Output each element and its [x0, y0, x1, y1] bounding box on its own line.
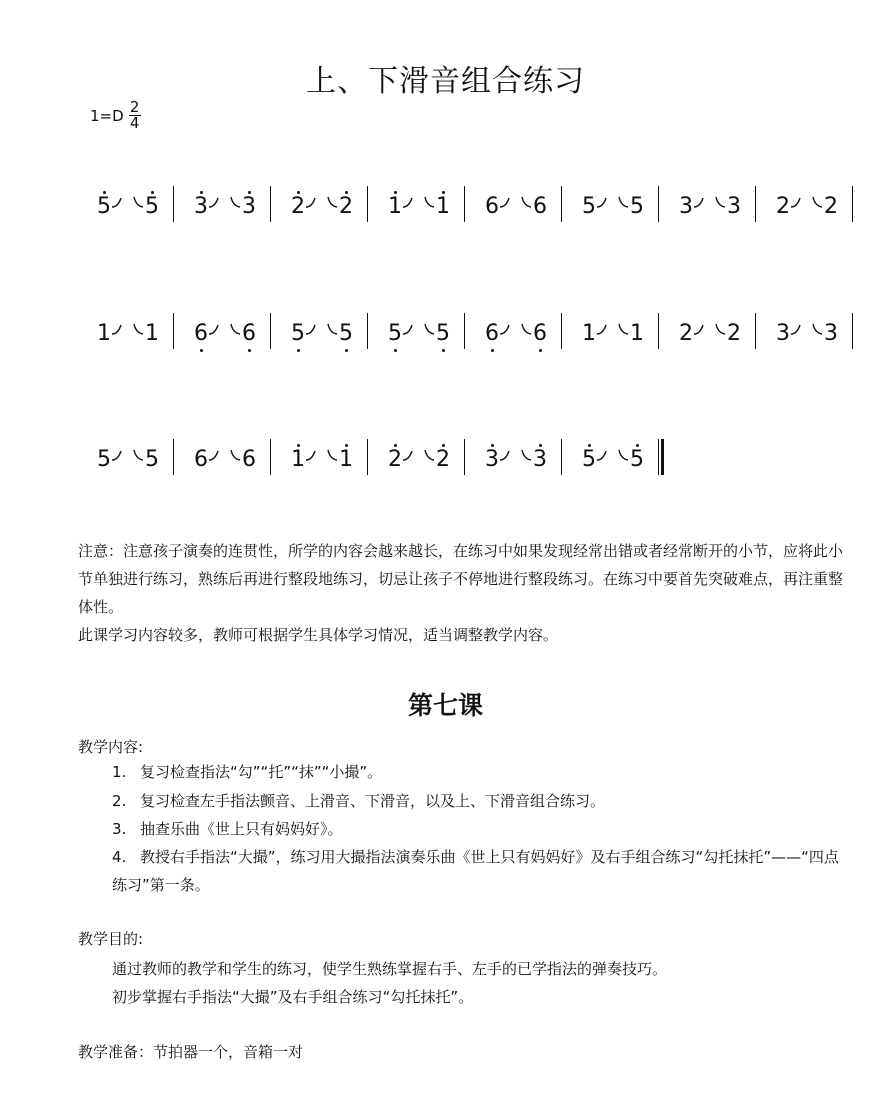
- up-glide-mark: [499, 321, 511, 335]
- down-glide-mark: [423, 194, 435, 208]
- jianpu-note: 1: [291, 447, 305, 472]
- barline: [464, 313, 465, 349]
- up-glide-mark: [596, 194, 608, 208]
- barline: [367, 313, 368, 349]
- down-glide-mark: [617, 447, 629, 461]
- time-signature-top: 2: [129, 98, 140, 116]
- up-glide-mark: [596, 321, 608, 335]
- up-glide-mark: [499, 194, 511, 208]
- jianpu-note: 1: [436, 194, 450, 219]
- down-glide-mark: [520, 447, 532, 461]
- down-glide-mark: [326, 321, 338, 335]
- up-glide-mark: [402, 447, 414, 461]
- barline: [173, 186, 174, 222]
- jianpu-note: 5: [97, 447, 111, 472]
- content-item-2: [112, 787, 852, 815]
- jianpu-note: 3: [242, 194, 256, 219]
- jianpu-note: 5: [339, 321, 353, 346]
- lesson-title: 第七课: [407, 691, 483, 720]
- up-glide-mark: [402, 321, 414, 335]
- jianpu-note: 5: [582, 447, 596, 472]
- final-barline: [658, 439, 665, 475]
- barline: [658, 313, 659, 349]
- content-item-1: [112, 758, 852, 786]
- barline: [561, 439, 562, 475]
- jianpu-note: 3: [194, 194, 208, 219]
- jianpu-note: 3: [679, 194, 693, 219]
- down-glide-mark: [520, 321, 532, 335]
- item-number: 4.: [112, 848, 127, 866]
- goal-paragraph-1: 通过教师的教学和学生的练习，使学生熟练掌握右手、左手的已学指法的弹奏技巧。: [112, 960, 668, 978]
- down-glide-mark: [617, 321, 629, 335]
- barline: [755, 186, 756, 222]
- content-item-3: [112, 815, 852, 843]
- barline: [270, 439, 271, 475]
- up-glide-mark: [305, 447, 317, 461]
- jianpu-note: 3: [533, 447, 547, 472]
- jianpu-note: 6: [485, 194, 499, 219]
- page-title: 上、下滑音组合练习: [306, 64, 585, 99]
- jianpu-note: 3: [824, 321, 838, 346]
- goal-label: 教学目的:: [78, 930, 144, 948]
- down-glide-mark: [617, 194, 629, 208]
- up-glide-mark: [305, 194, 317, 208]
- jianpu-note: 6: [242, 447, 256, 472]
- item-text: 抽查乐曲《世上只有妈妈好》。: [140, 820, 343, 838]
- jianpu-note: 5: [436, 321, 450, 346]
- item-number: 1.: [112, 763, 127, 781]
- down-glide-mark: [132, 321, 144, 335]
- prep-text: 节拍器一个，音箱一对: [153, 1043, 304, 1061]
- up-glide-mark: [111, 447, 123, 461]
- jianpu-note: 6: [242, 321, 256, 346]
- jianpu-note: 6: [194, 447, 208, 472]
- barline: [270, 313, 271, 349]
- barline: [173, 313, 174, 349]
- item-number: 2.: [112, 792, 127, 810]
- barline: [852, 186, 853, 222]
- practice-note: [78, 537, 856, 649]
- jianpu-note: 1: [339, 447, 353, 472]
- down-glide-mark: [520, 194, 532, 208]
- up-glide-mark: [596, 447, 608, 461]
- up-glide-mark: [790, 194, 802, 208]
- practice-note-paragraph: 注意：注意孩子演奏的连贯性，所学的内容会越来越长，在练习中如果发现经常出错或者经常断开的小节，应将此小节单独进行练习，熟练后再进行整段地练习，切忌让孩子不停地进行整段练习。在练习中要首先突破难点，再注重整体性。: [78, 542, 844, 616]
- jianpu-note: 3: [485, 447, 499, 472]
- barline: [464, 186, 465, 222]
- jianpu-note: 5: [291, 321, 305, 346]
- barline: [173, 439, 174, 475]
- jianpu-note: 1: [97, 321, 111, 346]
- barline: [270, 186, 271, 222]
- item-text: 复习检查左手指法颤音、上滑音、下滑音，以及上、下滑音组合练习。: [140, 792, 606, 810]
- jianpu-note: 1: [388, 194, 402, 219]
- jianpu-note: 1: [630, 321, 644, 346]
- time-signature-bottom: 4: [129, 114, 140, 132]
- time-signature: [129, 100, 141, 131]
- up-glide-mark: [305, 321, 317, 335]
- jianpu-note: 5: [145, 447, 159, 472]
- prep-label: 教学准备：: [78, 1043, 154, 1061]
- content-label: 教学内容:: [78, 738, 144, 756]
- jianpu-note: 2: [388, 447, 402, 472]
- down-glide-mark: [132, 447, 144, 461]
- up-glide-mark: [208, 321, 220, 335]
- jianpu-note: 2: [824, 194, 838, 219]
- barline: [852, 313, 853, 349]
- jianpu-note: 2: [436, 447, 450, 472]
- up-glide-mark: [402, 194, 414, 208]
- jianpu-note: 5: [145, 194, 159, 219]
- up-glide-mark: [693, 194, 705, 208]
- jianpu-note: 2: [727, 321, 741, 346]
- jianpu-note: 5: [388, 321, 402, 346]
- down-glide-mark: [423, 321, 435, 335]
- item-text: 教授右手指法“大撮”，练习用大撮指法演奏乐曲《世上只有妈妈好》及右手组合练习“勾托抹托”——“四点练习”第一条。: [112, 848, 839, 894]
- jianpu-note: 2: [776, 194, 790, 219]
- down-glide-mark: [423, 447, 435, 461]
- jianpu-note: 5: [630, 194, 644, 219]
- jianpu-note: 3: [776, 321, 790, 346]
- jianpu-note: 6: [194, 321, 208, 346]
- jianpu-note: 3: [727, 194, 741, 219]
- down-glide-mark: [714, 321, 726, 335]
- barline: [561, 186, 562, 222]
- jianpu-note: 5: [582, 194, 596, 219]
- up-glide-mark: [693, 321, 705, 335]
- up-glide-mark: [208, 194, 220, 208]
- barline: [755, 313, 756, 349]
- up-glide-mark: [208, 447, 220, 461]
- down-glide-mark: [229, 447, 241, 461]
- up-glide-mark: [790, 321, 802, 335]
- down-glide-mark: [714, 194, 726, 208]
- barline: [561, 313, 562, 349]
- down-glide-mark: [326, 194, 338, 208]
- barline: [367, 439, 368, 475]
- key-signature: [90, 100, 141, 131]
- jianpu-note: 6: [533, 321, 547, 346]
- barline: [464, 439, 465, 475]
- practice-note-remark: 此课学习内容较多，教师可根据学生具体学习情况，适当调整教学内容。: [78, 626, 559, 644]
- up-glide-mark: [499, 447, 511, 461]
- key-label: 1=D: [90, 106, 124, 125]
- jianpu-note: 1: [582, 321, 596, 346]
- jianpu-note: 2: [339, 194, 353, 219]
- jianpu-note: 2: [679, 321, 693, 346]
- jianpu-note: 6: [533, 194, 547, 219]
- up-glide-mark: [111, 194, 123, 208]
- down-glide-mark: [811, 321, 823, 335]
- barline: [367, 186, 368, 222]
- goal-paragraph-2: 初步掌握右手指法“大撮”及右手组合练习“勾托抹托”。: [112, 988, 474, 1006]
- item-text: 复习检查指法“勾”“托”“抹”“小撮”。: [140, 763, 383, 781]
- down-glide-mark: [326, 447, 338, 461]
- down-glide-mark: [811, 194, 823, 208]
- barline: [658, 186, 659, 222]
- down-glide-mark: [132, 194, 144, 208]
- jianpu-note: 2: [291, 194, 305, 219]
- down-glide-mark: [229, 321, 241, 335]
- jianpu-note: 1: [145, 321, 159, 346]
- jianpu-note: 5: [97, 194, 111, 219]
- up-glide-mark: [111, 321, 123, 335]
- item-number: 3.: [112, 820, 127, 838]
- content-item-4: [112, 843, 852, 899]
- jianpu-note: 6: [485, 321, 499, 346]
- prep-line: [78, 1041, 303, 1062]
- down-glide-mark: [229, 194, 241, 208]
- jianpu-note: 5: [630, 447, 644, 472]
